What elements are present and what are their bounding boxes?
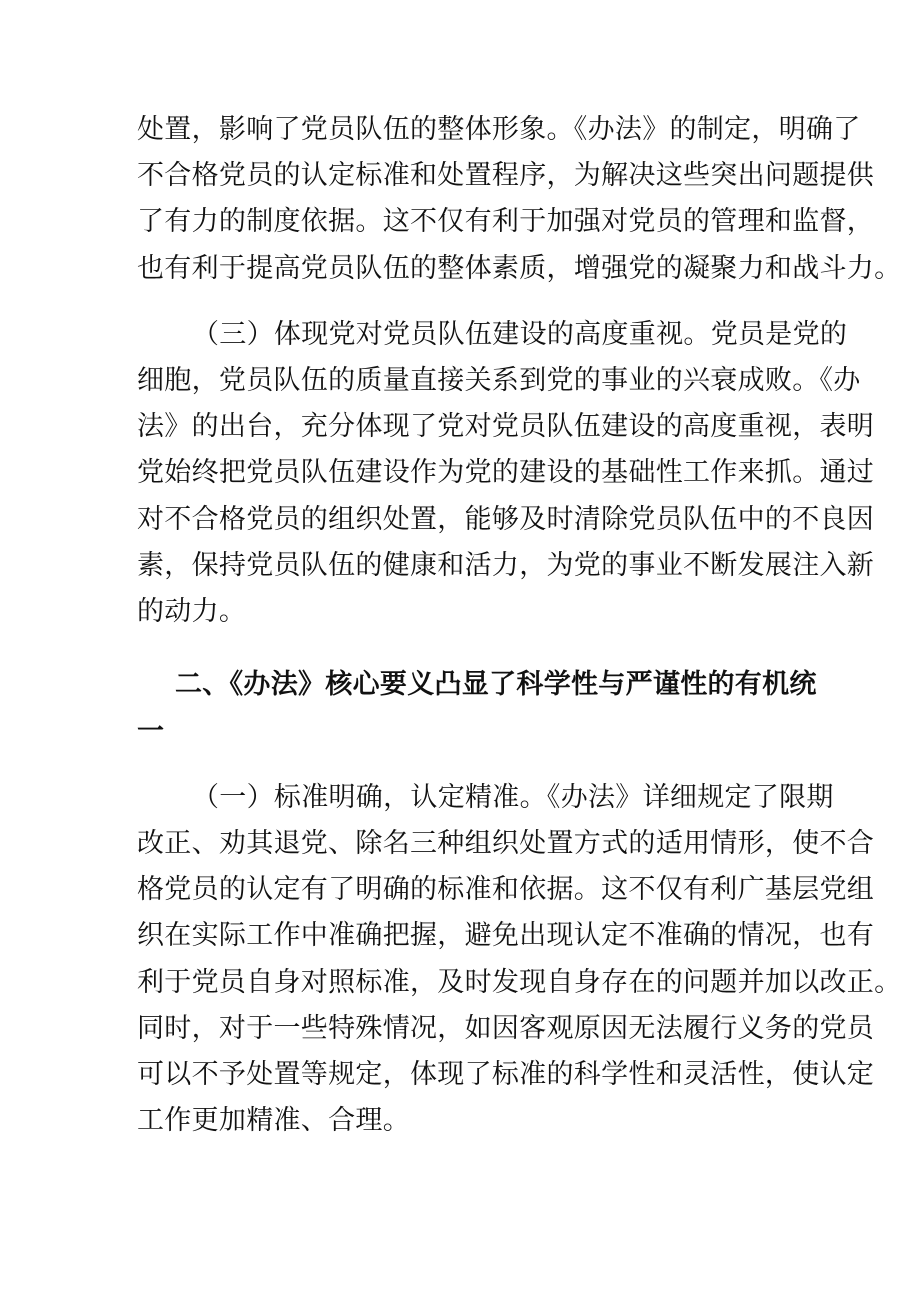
text-line: 利于党员自身对照标准，及时发现自身存在的问题并加以改正。	[137, 967, 902, 998]
text-line: 也有利于提高党员队伍的整体素质，增强党的凝聚力和战斗力。	[137, 253, 902, 284]
text-line: （三）体现党对党员队伍建设的高度重视。党员是党的	[192, 319, 848, 350]
text-line: 同时，对于一些特殊情况，如因客观原因无法履行义务的党员	[137, 1013, 875, 1044]
text-line: 工作更加精准、合理。	[137, 1105, 410, 1136]
text-line: 格党员的认定有了明确的标准和依据。这不仅有利广基层党组	[137, 874, 875, 905]
text-line: 处置，影响了党员队伍的整体形象。《办法》的制定，明确了	[137, 114, 861, 145]
text-line: 可以不予处置等规定，体现了标准的科学性和灵活性，使认定	[137, 1059, 875, 1090]
heading-line: 二、《办法》核心要义凸显了科学性与严谨性的有机统	[175, 669, 817, 700]
text-line: 法》的出台，充分体现了党对党员队伍建设的高度重视，表明	[137, 411, 875, 442]
text-line: 改正、劝其退党、除名三种组织处置方式的适用情形，使不合	[137, 828, 875, 859]
text-line: 素，保持党员队伍的健康和活力，为党的事业不断发展注入新	[137, 550, 875, 581]
text-line: 细胞，党员队伍的质量直接关系到党的事业的兴衰成败。《办	[137, 365, 861, 396]
heading-line: 一	[137, 716, 165, 747]
text-line: 织在实际工作中准确把握，避免出现认定不准确的情况，也有	[137, 920, 875, 951]
text-line: 了有力的制度依据。这不仅有利于加强对党员的管理和监督，	[137, 206, 875, 237]
text-line: （一）标准明确，认定精准。《办法》详细规定了限期	[192, 782, 834, 813]
text-line: 不合格党员的认定标准和处置程序，为解决这些突出问题提供	[137, 160, 875, 191]
text-line: 党始终把党员队伍建设作为党的建设的基础性工作来抓。通过	[137, 457, 875, 488]
text-line: 的动力。	[137, 596, 247, 627]
text-line: 对不合格党员的组织处置，能够及时清除党员队伍中的不良因	[137, 504, 875, 535]
